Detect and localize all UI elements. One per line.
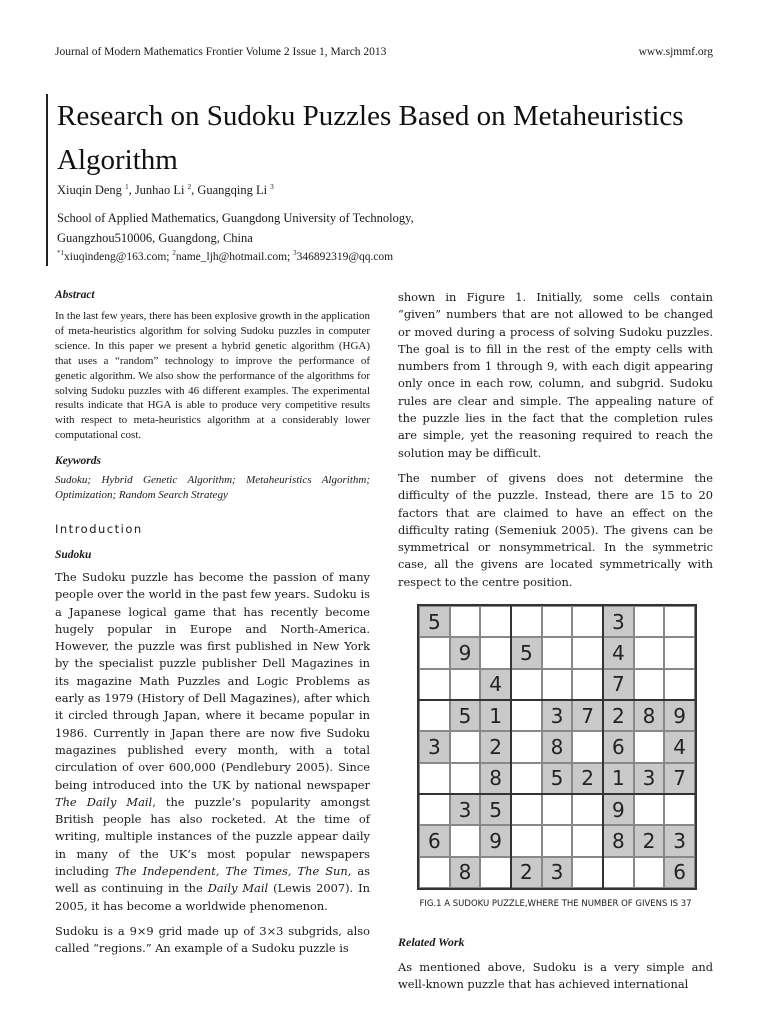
sudoku-cell: 2 (480, 731, 511, 762)
sudoku-cell (634, 857, 665, 888)
right-column (398, 289, 713, 591)
sudoku-cell (634, 637, 665, 668)
sudoku-cell (419, 794, 450, 825)
sudoku-cell: 1 (480, 700, 511, 731)
section-heading-introduction: Introduction (55, 521, 143, 536)
author-name: Guangqing Li (197, 183, 268, 198)
journal-website[interactable]: www.sjmmf.org (638, 46, 713, 58)
left-column (55, 289, 370, 958)
sudoku-cell: 9 (480, 825, 511, 856)
sudoku-cell (450, 606, 481, 637)
sudoku-cell (542, 825, 573, 856)
email-address[interactable]: xiuqindeng@163.com; (64, 250, 173, 263)
sudoku-cell (419, 857, 450, 888)
sudoku-cell (542, 606, 573, 637)
sudoku-cell (419, 700, 450, 731)
sudoku-cell: 2 (511, 857, 542, 888)
author-superscript: 3 (270, 183, 274, 191)
sudoku-cell: 5 (480, 794, 511, 825)
sudoku-cell: 7 (572, 700, 603, 731)
sudoku-cell (511, 731, 542, 762)
sudoku-cell: 8 (603, 825, 634, 856)
sudoku-cell: 8 (450, 857, 481, 888)
sudoku-cell: 8 (480, 763, 511, 794)
journal-name: Journal of Modern Mathematics Frontier Volume 2 Issue 1, March 2013 (55, 46, 387, 58)
affiliation-line: Guangzhou510006, Guangdong, China (57, 231, 253, 245)
subgrid-divider-horizontal (419, 793, 695, 795)
sudoku-cell (419, 637, 450, 668)
email-address[interactable]: name_ljh@hotmail.com; (175, 250, 294, 263)
sudoku-cell: 3 (450, 794, 481, 825)
abstract-heading: Abstract (55, 289, 95, 301)
sudoku-cell: 6 (603, 731, 634, 762)
sudoku-cell: 7 (664, 763, 695, 794)
sudoku-cell (634, 606, 665, 637)
sudoku-cell: 4 (664, 731, 695, 762)
sudoku-cell: 9 (664, 700, 695, 731)
sudoku-cell (480, 637, 511, 668)
sudoku-cell (572, 857, 603, 888)
sudoku-cell (664, 637, 695, 668)
sudoku-cell (542, 794, 573, 825)
sudoku-cell: 9 (450, 637, 481, 668)
sudoku-cell (664, 606, 695, 637)
author-superscript: 1 (125, 183, 129, 191)
email-superscript: 2 (172, 249, 176, 257)
sudoku-cell (480, 857, 511, 888)
figure-caption: FIG.1 A SUDOKU PUZZLE,WHERE THE NUMBER OF GIVENS IS 37 (419, 899, 692, 909)
sudoku-cell: 3 (664, 825, 695, 856)
sudoku-cell (419, 669, 450, 700)
sudoku-cell: 3 (419, 731, 450, 762)
sudoku-cell (511, 700, 542, 731)
sudoku-cell: 2 (634, 825, 665, 856)
sudoku-cell (572, 731, 603, 762)
running-header (55, 46, 713, 62)
sudoku-cell (634, 669, 665, 700)
sudoku-cell (634, 731, 665, 762)
subgrid-divider-vertical (602, 606, 604, 888)
related-work-paragraph: As mentioned above, Sudoku is a very simple and well-known puzzle that has achieved international (398, 960, 713, 992)
sudoku-cell (542, 637, 573, 668)
sudoku-cell (511, 825, 542, 856)
author-list: Xiuqin Deng $^1$, Junhao Li $^2$, Guangqing Li $^3$ (57, 183, 274, 198)
sudoku-cell: 4 (603, 637, 634, 668)
sudoku-cell (572, 794, 603, 825)
sudoku-cell (572, 606, 603, 637)
sudoku-cell: 3 (542, 700, 573, 731)
sudoku-cell: 5 (419, 606, 450, 637)
keywords-text: Sudoku; Hybrid Genetic Algorithm; Metaheuristics Algorithm; Optimization; Random Search Strategy (55, 474, 370, 502)
sudoku-cell: 6 (664, 857, 695, 888)
subgrid-divider-vertical (510, 606, 512, 888)
sudoku-cell: 6 (419, 825, 450, 856)
sudoku-cell: 2 (603, 700, 634, 731)
sudoku-cell (572, 825, 603, 856)
sudoku-cell: 4 (480, 669, 511, 700)
sudoku-cell: 3 (603, 606, 634, 637)
author-name: Xiuqin Deng (57, 183, 122, 198)
intro-paragraph: Sudoku is a 9×9 grid made up of 3×3 subgrids, also called “regions.” An example of a Sudoku puzzle is (55, 923, 370, 956)
sudoku-cell: 3 (634, 763, 665, 794)
paper-title: Research on Sudoku Puzzles Based on Metaheuristics Algorithm (57, 100, 684, 176)
sudoku-cell (450, 731, 481, 762)
body-paragraph: shown in Figure 1. Initially, some cells contain “given” numbers that are not allowed to be changed or moved during a process of solving Sudoku puzzles. The goal is to fill in the rest of the empty cells with numbers from 1 through 9, with each digit appearing only once in each row, column, and subgrid. Sudoku rules are clear and simple. The appealing nature of the puzzle lies in the fact that the completion rules are simple, yet the reasoning required to reach the solution may be difficult. (398, 290, 713, 460)
email-list (57, 249, 393, 263)
subsection-heading-sudoku: Sudoku (55, 548, 92, 561)
sudoku-cell: 2 (572, 763, 603, 794)
sudoku-cell (572, 637, 603, 668)
abstract-text: In the last few years, there has been explosive growth in the application of meta-heuristics algorithm for solving Sudoku puzzles in computer science. In this paper we present a hybrid genetic algorithm (HGA) that uses a “random” technology to improve the performance of genetic algorithm. We also show the performance of the algorithms for solving Sudoku puzzles with 46 different examples. The experimental results indicate that HGA is able to produce very competitive results with respect to meta-heuristics algorithm at a considerably lower computational cost. (55, 310, 370, 442)
sudoku-cell (572, 669, 603, 700)
sudoku-cell (480, 606, 511, 637)
affiliation (57, 208, 657, 248)
author-superscript: 2 (187, 183, 192, 191)
email-address[interactable]: 346892319@qq.com (296, 250, 394, 263)
sudoku-cell: 5 (511, 637, 542, 668)
sudoku-cell (664, 794, 695, 825)
keywords-heading: Keywords (55, 455, 101, 468)
sudoku-grid-figure (417, 604, 697, 890)
sudoku-cell: 1 (603, 763, 634, 794)
sudoku-cell (603, 857, 634, 888)
title-accent-bar (46, 94, 48, 266)
email-superscript: 3 (293, 249, 297, 257)
body-paragraph: The number of givens does not determine the difficulty of the puzzle. Instead, there are 15 to 20 factors that are claimed to have an effect on the difficulty rating (Semeniuk 2005). The givens can be symmetrical or nonsymmetrical. In the symmetric case, all the givens are located symmetrically with respect to the centre position. (398, 470, 713, 589)
subgrid-divider-horizontal (419, 699, 695, 701)
sudoku-cell (511, 763, 542, 794)
sudoku-cell (542, 669, 573, 700)
intro-paragraph: The Sudoku puzzle has become the passion of many people over the world in the past few years. Sudoku is a Japanese logical game that has recently become hugely popular in Europe and North-America. However, the puzzle was first published in New York by the specialist puzzle publisher Dell Magazines in its magazine Math Puzzles and Logic Problems as early as 1979 (History of Dell Magazines), after which it circled through Japan, where it became popular in 1986. Currently in Japan there are now five Sudoku magazines published every month, with a total circulation of over 600,000 (Pendlebury 2005). Since being introduced into the UK by national newspaper The Daily Mail, the puzzle’s popularity amongst British people has also rocketed. At the time of writing, multiple instances of the puzzle appear daily in many of the UK’s most popular newspapers including The Independent, The Times, The Sun, as well as continuing in the Daily Mail (Lewis 2007). In 2005, it has become a worldwide phenomenon. (55, 569, 370, 913)
sudoku-cell (511, 669, 542, 700)
sudoku-cell: 3 (542, 857, 573, 888)
sudoku-cell (450, 763, 481, 794)
sudoku-cell: 9 (603, 794, 634, 825)
sudoku-cell (511, 606, 542, 637)
email-superscript: *1 (57, 249, 64, 257)
sudoku-cell (450, 825, 481, 856)
sudoku-cell: 7 (603, 669, 634, 700)
sudoku-cell: 8 (634, 700, 665, 731)
sudoku-cell (419, 763, 450, 794)
sudoku-cell (511, 794, 542, 825)
sudoku-cell (664, 669, 695, 700)
sudoku-cell: 5 (542, 763, 573, 794)
sudoku-cell: 8 (542, 731, 573, 762)
sudoku-cell (634, 794, 665, 825)
sudoku-cell: 5 (450, 700, 481, 731)
affiliation-line: School of Applied Mathematics, Guangdong University of Technology, (57, 211, 414, 225)
author-name: Junhao Li (134, 183, 185, 198)
subsection-heading-related-work: Related Work (398, 935, 465, 949)
sudoku-cell (450, 669, 481, 700)
